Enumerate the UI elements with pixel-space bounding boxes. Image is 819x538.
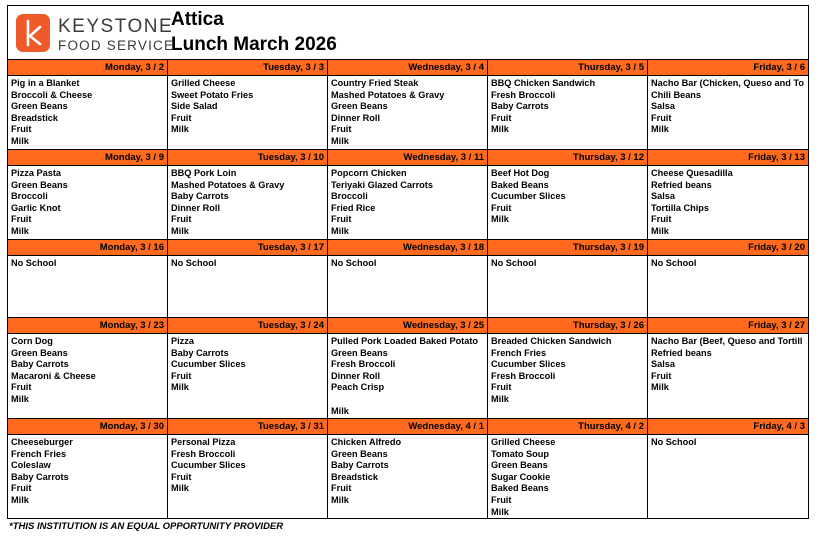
- menu-item-list: [648, 334, 808, 394]
- day-header: Tuesday, 3 / 31: [168, 419, 327, 435]
- menu-item: Milk: [171, 382, 189, 393]
- menu-item: Coleslaw: [11, 460, 51, 471]
- menu-item-list: [168, 435, 327, 495]
- menu-item: BBQ Chicken Sandwich: [491, 78, 596, 88]
- menu-item-list: [328, 435, 487, 507]
- menu-item: Green Beans: [11, 179, 68, 190]
- menu-item: Green Beans: [331, 347, 388, 358]
- menu-item: Salsa: [651, 191, 676, 202]
- menu-item: BBQ Pork Loin: [171, 168, 237, 178]
- menu-item: Fruit: [491, 382, 512, 393]
- menu-item-list: [168, 76, 327, 136]
- menu-item: Milk: [171, 483, 189, 494]
- day-cell: [488, 419, 648, 518]
- menu-item: Pizza: [171, 336, 194, 346]
- menu-item: Baked Beans: [491, 483, 549, 494]
- menu-item: Fruit: [171, 370, 192, 381]
- day-header: Wednesday, 4 / 1: [328, 419, 487, 435]
- menu-item: No School: [651, 258, 697, 268]
- menu-item: Baby Carrots: [11, 359, 69, 370]
- menu-item: Salsa: [651, 101, 676, 112]
- day-cell: [168, 60, 328, 149]
- menu-item: Fruit: [491, 494, 512, 505]
- menu-item: Cheese Quesadilla: [651, 168, 733, 178]
- k-logo-icon: [16, 14, 50, 52]
- menu-item: Fruit: [651, 112, 672, 123]
- menu-item: Cheeseburger: [11, 437, 73, 447]
- menu-item: Chicken Alfredo: [331, 437, 402, 447]
- calendar-grid: [8, 60, 808, 518]
- menu-item-list: [8, 76, 167, 148]
- day-header: Friday, 4 / 3: [648, 419, 808, 435]
- menu-item: Broccoli: [331, 191, 368, 202]
- menu-item: Broccoli & Cheese: [11, 89, 93, 100]
- day-header: Friday, 3 / 27: [648, 318, 808, 334]
- menu-item-list: [8, 435, 167, 507]
- menu-item: Broccoli: [11, 191, 48, 202]
- menu-item-list: [488, 256, 647, 270]
- menu-item: Fresh Broccoli: [331, 359, 396, 370]
- day-cell: [168, 150, 328, 239]
- day-header: Monday, 3 / 23: [8, 318, 167, 334]
- menu-item: Fruit: [171, 471, 192, 482]
- menu-item-list: [8, 256, 167, 270]
- day-cell: [8, 60, 168, 149]
- menu-item: Fruit: [11, 483, 32, 494]
- brand-subtitle: FOOD SERVICE: [58, 38, 175, 53]
- day-header: Thursday, 3 / 5: [488, 60, 647, 76]
- menu-item: Sugar Cookie: [491, 471, 551, 482]
- menu-item: Milk: [491, 214, 509, 225]
- menu-item-list: [648, 166, 808, 238]
- week-row: [8, 150, 808, 240]
- day-header: Tuesday, 3 / 17: [168, 240, 327, 256]
- menu-item: Breadstick: [11, 112, 58, 123]
- menu-item: Fruit: [171, 214, 192, 225]
- menu-item: Baby Carrots: [331, 460, 389, 471]
- keystone-logo: [16, 14, 175, 54]
- menu-header: [8, 6, 808, 60]
- day-header: Thursday, 4 / 2: [488, 419, 647, 435]
- menu-item: Peach Crisp: [331, 382, 385, 393]
- menu-item: Milk: [491, 506, 509, 517]
- menu-item-list: [168, 334, 327, 394]
- day-header: Tuesday, 3 / 10: [168, 150, 327, 166]
- day-cell: [328, 240, 488, 317]
- menu-item-list: [328, 256, 487, 270]
- day-cell: [8, 318, 168, 418]
- day-cell: [488, 318, 648, 418]
- menu-item: Green Beans: [331, 448, 388, 459]
- menu-item: Fruit: [491, 202, 512, 213]
- menu-item: No School: [331, 258, 377, 268]
- day-cell: [8, 419, 168, 518]
- day-header: Wednesday, 3 / 18: [328, 240, 487, 256]
- menu-item: Popcorn Chicken: [331, 168, 407, 178]
- menu-item: Milk: [331, 405, 349, 416]
- day-cell: [328, 419, 488, 518]
- day-header: Friday, 3 / 20: [648, 240, 808, 256]
- week-row: [8, 240, 808, 318]
- menu-item: Fruit: [331, 124, 352, 135]
- menu-item: Fruit: [171, 112, 192, 123]
- menu-item-list: [648, 435, 808, 449]
- day-cell: [648, 318, 808, 418]
- menu-item: Milk: [651, 382, 669, 393]
- menu-item: Sweet Potato Fries: [171, 89, 254, 100]
- menu-item: Milk: [491, 393, 509, 404]
- day-cell: [168, 318, 328, 418]
- menu-item: Tortilla Chips: [651, 202, 710, 213]
- menu-item: Tomato Soup: [491, 448, 550, 459]
- day-cell: [168, 240, 328, 317]
- menu-item: Green Beans: [331, 101, 388, 112]
- day-header: Wednesday, 3 / 25: [328, 318, 487, 334]
- menu-item: Dinner Roll: [331, 370, 381, 381]
- menu-item: Baby Carrots: [491, 101, 549, 112]
- menu-item: Teriyaki Glazed Carrots: [331, 179, 433, 190]
- menu-item: Cucumber Slices: [491, 191, 566, 202]
- menu-item: Corn Dog: [11, 336, 53, 346]
- menu-item-list: [168, 166, 327, 238]
- menu-item: Personal Pizza: [171, 437, 236, 447]
- menu-item-list: [8, 166, 167, 238]
- day-cell: [8, 150, 168, 239]
- menu-item: No School: [171, 258, 217, 268]
- menu-item: Milk: [11, 135, 29, 146]
- day-cell: [328, 150, 488, 239]
- menu-item: Nacho Bar (Chicken, Queso and To: [651, 78, 804, 88]
- menu-item-list: [648, 76, 808, 136]
- menu-item-list: [488, 76, 647, 136]
- day-cell: [328, 60, 488, 149]
- menu-item: Fresh Broccoli: [491, 89, 556, 100]
- menu-item: Green Beans: [11, 347, 68, 358]
- week-row: [8, 60, 808, 150]
- day-header: Tuesday, 3 / 24: [168, 318, 327, 334]
- menu-item: Milk: [651, 124, 669, 135]
- menu-item-list: [328, 76, 487, 148]
- menu-item: Fruit: [11, 124, 32, 135]
- menu-item: Milk: [331, 494, 349, 505]
- brand-name: KEYSTONE: [58, 16, 174, 37]
- menu-item: Baby Carrots: [171, 347, 229, 358]
- menu-item: Grilled Cheese: [491, 437, 556, 447]
- day-cell: [648, 60, 808, 149]
- day-cell: [8, 240, 168, 317]
- menu-item: Fruit: [11, 382, 32, 393]
- day-header: Tuesday, 3 / 3: [168, 60, 327, 76]
- menu-item: Mashed Potatoes & Gravy: [331, 89, 445, 100]
- menu-item: Milk: [11, 494, 29, 505]
- day-header: Friday, 3 / 6: [648, 60, 808, 76]
- menu-item: [331, 394, 487, 406]
- menu-item-list: [488, 166, 647, 226]
- menu-item: Baked Beans: [491, 179, 549, 190]
- menu-item: Green Beans: [491, 460, 548, 471]
- day-header: Thursday, 3 / 26: [488, 318, 647, 334]
- menu-item: Pig in a Blanket: [11, 78, 80, 88]
- day-cell: [648, 419, 808, 518]
- menu-item: Milk: [11, 393, 29, 404]
- menu-item: Fried Rice: [331, 202, 376, 213]
- school-name: Attica: [171, 9, 224, 30]
- menu-item: Baby Carrots: [11, 471, 69, 482]
- day-cell: [648, 150, 808, 239]
- menu-item: Side Salad: [171, 101, 218, 112]
- menu-item-list: [328, 166, 487, 238]
- day-cell: [648, 240, 808, 317]
- menu-item: Mashed Potatoes & Gravy: [171, 179, 285, 190]
- day-header: Monday, 3 / 2: [8, 60, 167, 76]
- menu-calendar-frame: [7, 5, 809, 519]
- menu-item-list: [328, 334, 487, 417]
- day-header: Wednesday, 3 / 4: [328, 60, 487, 76]
- menu-item: Fruit: [331, 214, 352, 225]
- menu-item: Fresh Broccoli: [171, 448, 236, 459]
- menu-item: Cucumber Slices: [171, 460, 246, 471]
- menu-item: Fruit: [331, 483, 352, 494]
- day-header: Monday, 3 / 30: [8, 419, 167, 435]
- menu-item: Salsa: [651, 359, 676, 370]
- menu-item-list: [488, 334, 647, 406]
- menu-item: Breadstick: [331, 471, 378, 482]
- menu-item: Fresh Broccoli: [491, 370, 556, 381]
- day-header: Thursday, 3 / 12: [488, 150, 647, 166]
- menu-item: Garlic Knot: [11, 202, 61, 213]
- menu-item-list: [648, 256, 808, 270]
- menu-item: Dinner Roll: [331, 112, 381, 123]
- menu-item: No School: [11, 258, 57, 268]
- day-header: Thursday, 3 / 19: [488, 240, 647, 256]
- day-header: Wednesday, 3 / 11: [328, 150, 487, 166]
- menu-item: Fruit: [11, 214, 32, 225]
- menu-item: Dinner Roll: [171, 202, 221, 213]
- menu-item: Milk: [491, 124, 509, 135]
- day-header: Friday, 3 / 13: [648, 150, 808, 166]
- menu-item: Milk: [171, 225, 189, 236]
- menu-item: Beef Hot Dog: [491, 168, 550, 178]
- menu-item: Fruit: [491, 112, 512, 123]
- day-cell: [168, 419, 328, 518]
- menu-item: Fruit: [651, 370, 672, 381]
- menu-item: Macaroni & Cheese: [11, 370, 96, 381]
- menu-item: Milk: [331, 225, 349, 236]
- menu-item: Grilled Cheese: [171, 78, 236, 88]
- menu-item-list: [488, 435, 647, 518]
- menu-item-list: [8, 334, 167, 406]
- week-row: [8, 318, 808, 419]
- menu-item-list: [168, 256, 327, 270]
- week-row: [8, 419, 808, 518]
- menu-item: No School: [651, 437, 697, 447]
- menu-item: Milk: [651, 225, 669, 236]
- menu-item: French Fries: [491, 347, 547, 358]
- menu-item: Refried beans: [651, 347, 712, 358]
- menu-item: Cucumber Slices: [491, 359, 566, 370]
- menu-item: No School: [491, 258, 537, 268]
- menu-item: Breaded Chicken Sandwich: [491, 336, 612, 346]
- menu-item: Fruit: [651, 214, 672, 225]
- day-cell: [488, 150, 648, 239]
- menu-item: Milk: [331, 135, 349, 146]
- day-header: Monday, 3 / 16: [8, 240, 167, 256]
- menu-item: Cucumber Slices: [171, 359, 246, 370]
- menu-item: Green Beans: [11, 101, 68, 112]
- menu-item: Milk: [171, 124, 189, 135]
- menu-item: Country Fried Steak: [331, 78, 419, 88]
- day-header: Monday, 3 / 9: [8, 150, 167, 166]
- menu-item: Refried beans: [651, 179, 712, 190]
- day-cell: [488, 60, 648, 149]
- menu-item: French Fries: [11, 448, 67, 459]
- day-cell: [488, 240, 648, 317]
- day-cell: [328, 318, 488, 418]
- menu-title: Lunch March 2026: [171, 34, 337, 55]
- menu-item: Milk: [11, 225, 29, 236]
- menu-item: Pizza Pasta: [11, 168, 62, 178]
- equal-opportunity-notice: *THIS INSTITUTION IS AN EQUAL OPPORTUNITY PROVIDER: [9, 521, 284, 532]
- menu-item: Baby Carrots: [171, 191, 229, 202]
- menu-item: Nacho Bar (Beef, Queso and Tortill: [651, 336, 803, 346]
- menu-item: Pulled Pork Loaded Baked Potato: [331, 336, 479, 346]
- menu-item: Chili Beans: [651, 89, 702, 100]
